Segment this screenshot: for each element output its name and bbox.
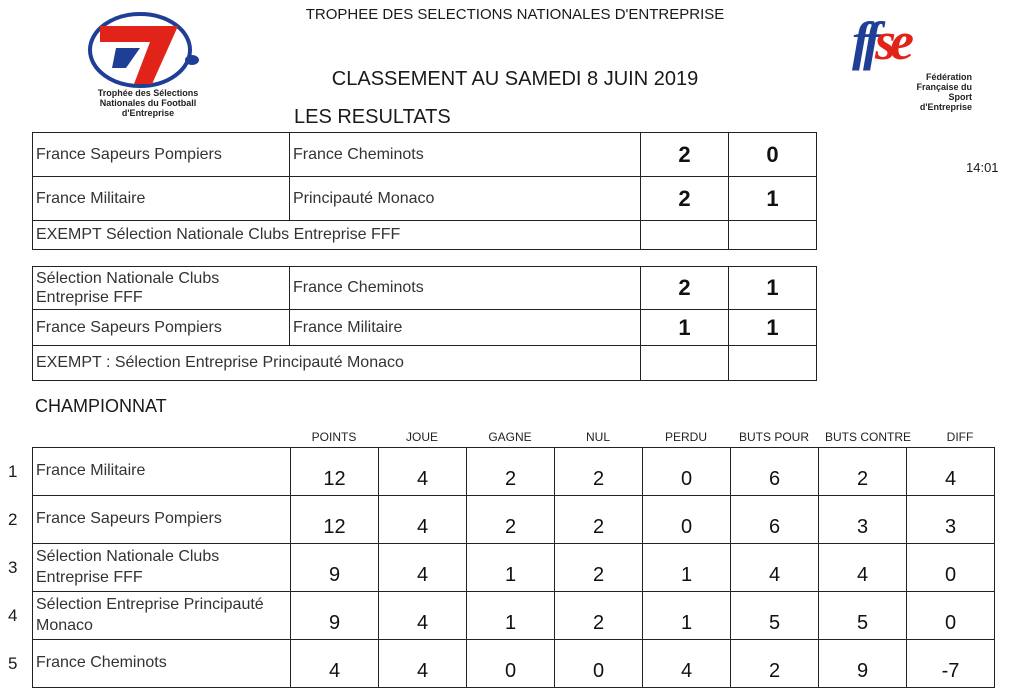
away-team: France Militaire <box>290 310 641 346</box>
championship-title: CHAMPIONNAT <box>35 396 167 416</box>
exempt-text: EXEMPT Sélection Nationale Clubs Entreprise FFF <box>33 221 641 250</box>
goals-against-cell: 5 <box>819 592 907 640</box>
goals-against-cell: 3 <box>819 496 907 544</box>
goals-against-cell: 2 <box>819 448 907 496</box>
exempt-text: EXEMPT : Sélection Entreprise Principauté Monaco <box>33 346 641 381</box>
table-row <box>33 496 995 544</box>
goals-for-cell: 4 <box>731 544 819 592</box>
standings-table <box>32 447 995 688</box>
played-cell: 4 <box>379 544 467 592</box>
home-score: 2 <box>641 267 729 310</box>
rank-number: 4 <box>8 606 18 625</box>
away-team: France Cheminots <box>290 133 641 177</box>
goals-against-cell: 9 <box>819 640 907 688</box>
draw-cell: 2 <box>555 592 643 640</box>
home-team: France Sapeurs Pompiers <box>33 310 290 346</box>
lost-cell: 0 <box>643 496 731 544</box>
won-cell: 1 <box>467 544 555 592</box>
points-cell: 12 <box>291 448 379 496</box>
draw-cell: 0 <box>555 640 643 688</box>
rank-number: 2 <box>8 510 18 529</box>
results-title: LES RESULTATS <box>294 106 451 128</box>
column-header: POINTS <box>311 430 357 444</box>
ffse-logo <box>852 10 977 110</box>
home-score: 2 <box>641 177 729 221</box>
home-team: France Sapeurs Pompiers <box>33 133 290 177</box>
team-name: Sélection Entreprise Principauté Monaco <box>33 592 291 640</box>
lost-cell: 4 <box>643 640 731 688</box>
table-row <box>33 267 817 310</box>
diff-cell: 0 <box>907 544 995 592</box>
diff-cell: 4 <box>907 448 995 496</box>
column-header: DIFF <box>946 430 974 444</box>
ffse-logo-text: Fédération Française du Sport d'Entreprise <box>916 72 972 112</box>
column-header: BUTS POUR <box>738 430 809 444</box>
table-row <box>33 544 995 592</box>
results-round-1 <box>32 132 817 250</box>
diff-cell: -7 <box>907 640 995 688</box>
table-row <box>33 310 817 346</box>
points-cell: 12 <box>291 496 379 544</box>
goals-for-cell: 2 <box>731 640 819 688</box>
table-row <box>33 133 817 177</box>
points-cell: 9 <box>291 544 379 592</box>
goals-for-cell: 6 <box>731 496 819 544</box>
won-cell: 0 <box>467 640 555 688</box>
trophy-logo-text: Trophée des Sélections Nationales du Football d'Entreprise <box>97 88 199 118</box>
home-score: 1 <box>641 310 729 346</box>
empty-cell <box>729 346 817 381</box>
played-cell: 4 <box>379 640 467 688</box>
goals-for-cell: 5 <box>731 592 819 640</box>
column-header: NUL <box>585 430 610 444</box>
time-label: 14:01 <box>966 160 999 175</box>
away-score: 1 <box>729 310 817 346</box>
page-title: TROPHEE DES SELECTIONS NATIONALES D'ENTREPRISE <box>305 6 725 23</box>
away-score: 0 <box>729 133 817 177</box>
table-row <box>33 640 995 688</box>
results-round-2 <box>32 266 817 381</box>
table-row <box>33 221 817 250</box>
away-team: France Cheminots <box>290 267 641 310</box>
empty-cell <box>641 346 729 381</box>
rank-number: 5 <box>8 654 18 673</box>
ranking-date-title: CLASSEMENT AU SAMEDI 8 JUIN 2019 <box>331 68 699 90</box>
draw-cell: 2 <box>555 448 643 496</box>
played-cell: 4 <box>379 448 467 496</box>
trophy-emblem-icon <box>78 8 218 88</box>
column-header: JOUE <box>405 430 438 444</box>
rank-number: 1 <box>8 462 18 481</box>
won-cell: 2 <box>467 448 555 496</box>
won-cell: 1 <box>467 592 555 640</box>
lost-cell: 1 <box>643 592 731 640</box>
diff-cell: 0 <box>907 592 995 640</box>
played-cell: 4 <box>379 496 467 544</box>
home-team: Sélection Nationale Clubs Entreprise FFF <box>33 267 290 310</box>
trophy-logo <box>78 8 218 116</box>
lost-cell: 0 <box>643 448 731 496</box>
ffse-emblem-icon: ffse <box>852 11 908 71</box>
lost-cell: 1 <box>643 544 731 592</box>
played-cell: 4 <box>379 592 467 640</box>
rank-number: 3 <box>8 558 18 577</box>
empty-cell <box>641 221 729 250</box>
away-score: 1 <box>729 177 817 221</box>
team-name: France Cheminots <box>33 640 291 688</box>
goals-against-cell: 4 <box>819 544 907 592</box>
goals-for-cell: 6 <box>731 448 819 496</box>
away-score: 1 <box>729 267 817 310</box>
draw-cell: 2 <box>555 544 643 592</box>
column-header: BUTS CONTRE <box>824 430 911 444</box>
column-header: GAGNE <box>488 430 532 444</box>
empty-cell <box>729 221 817 250</box>
team-name: Sélection Nationale Clubs Entreprise FFF <box>33 544 291 592</box>
table-row <box>33 592 995 640</box>
home-team: France Militaire <box>33 177 290 221</box>
home-score: 2 <box>641 133 729 177</box>
diff-cell: 3 <box>907 496 995 544</box>
draw-cell: 2 <box>555 496 643 544</box>
points-cell: 9 <box>291 592 379 640</box>
table-row <box>33 177 817 221</box>
table-row <box>33 448 995 496</box>
table-row <box>33 346 817 381</box>
team-name: France Sapeurs Pompiers <box>33 496 291 544</box>
points-cell: 4 <box>291 640 379 688</box>
won-cell: 2 <box>467 496 555 544</box>
column-header: PERDU <box>664 430 707 444</box>
team-name: France Militaire <box>33 448 291 496</box>
away-team: Principauté Monaco <box>290 177 641 221</box>
